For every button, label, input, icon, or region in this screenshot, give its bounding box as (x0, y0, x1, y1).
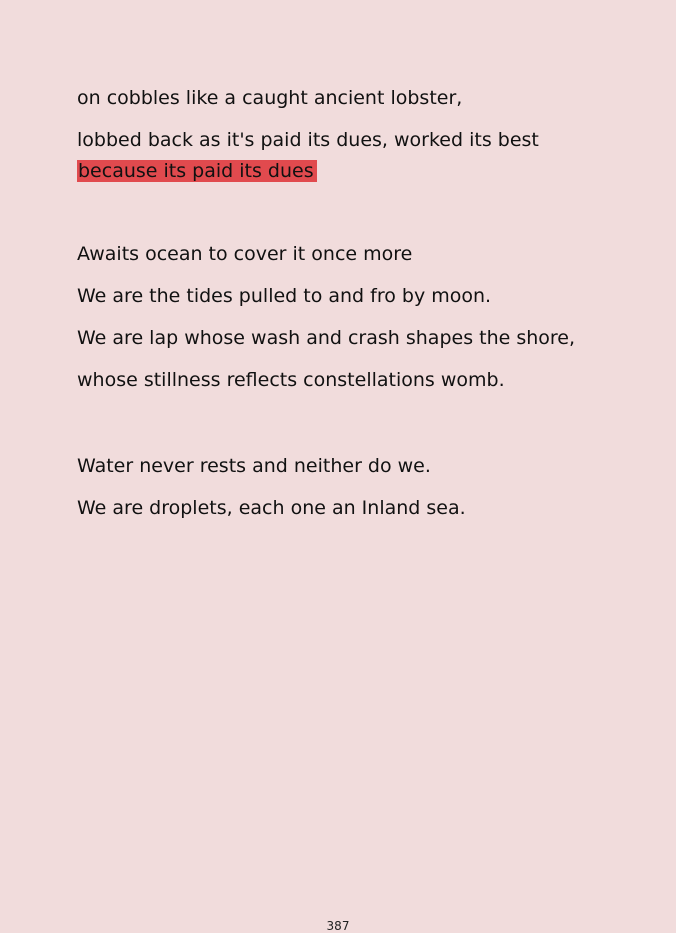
poem-line: We are droplets, each one an Inland sea. (77, 497, 466, 519)
poem-line: on cobbles like a caught ancient lobster, (77, 87, 463, 109)
stanza-3 (77, 451, 617, 535)
page-number: 387 (326, 919, 350, 933)
poem-line: We are the tides pulled to and fro by moon. (77, 285, 492, 307)
poem-line-text: lobbed back as it's paid its dues, worked its best (77, 129, 539, 151)
poem-line: whose stillness reflects constellations womb. (77, 369, 505, 391)
poem-line: Water never rests and neither do we. (77, 455, 431, 477)
poem-line: We are lap whose wash and crash shapes the shore, (77, 327, 576, 349)
poem-line (77, 125, 617, 187)
stanza-2 (77, 239, 617, 407)
poem-line: Awaits ocean to cover it once more (77, 243, 413, 265)
highlighted-text: because its paid its dues (77, 160, 317, 182)
stanza-1 (77, 83, 617, 198)
